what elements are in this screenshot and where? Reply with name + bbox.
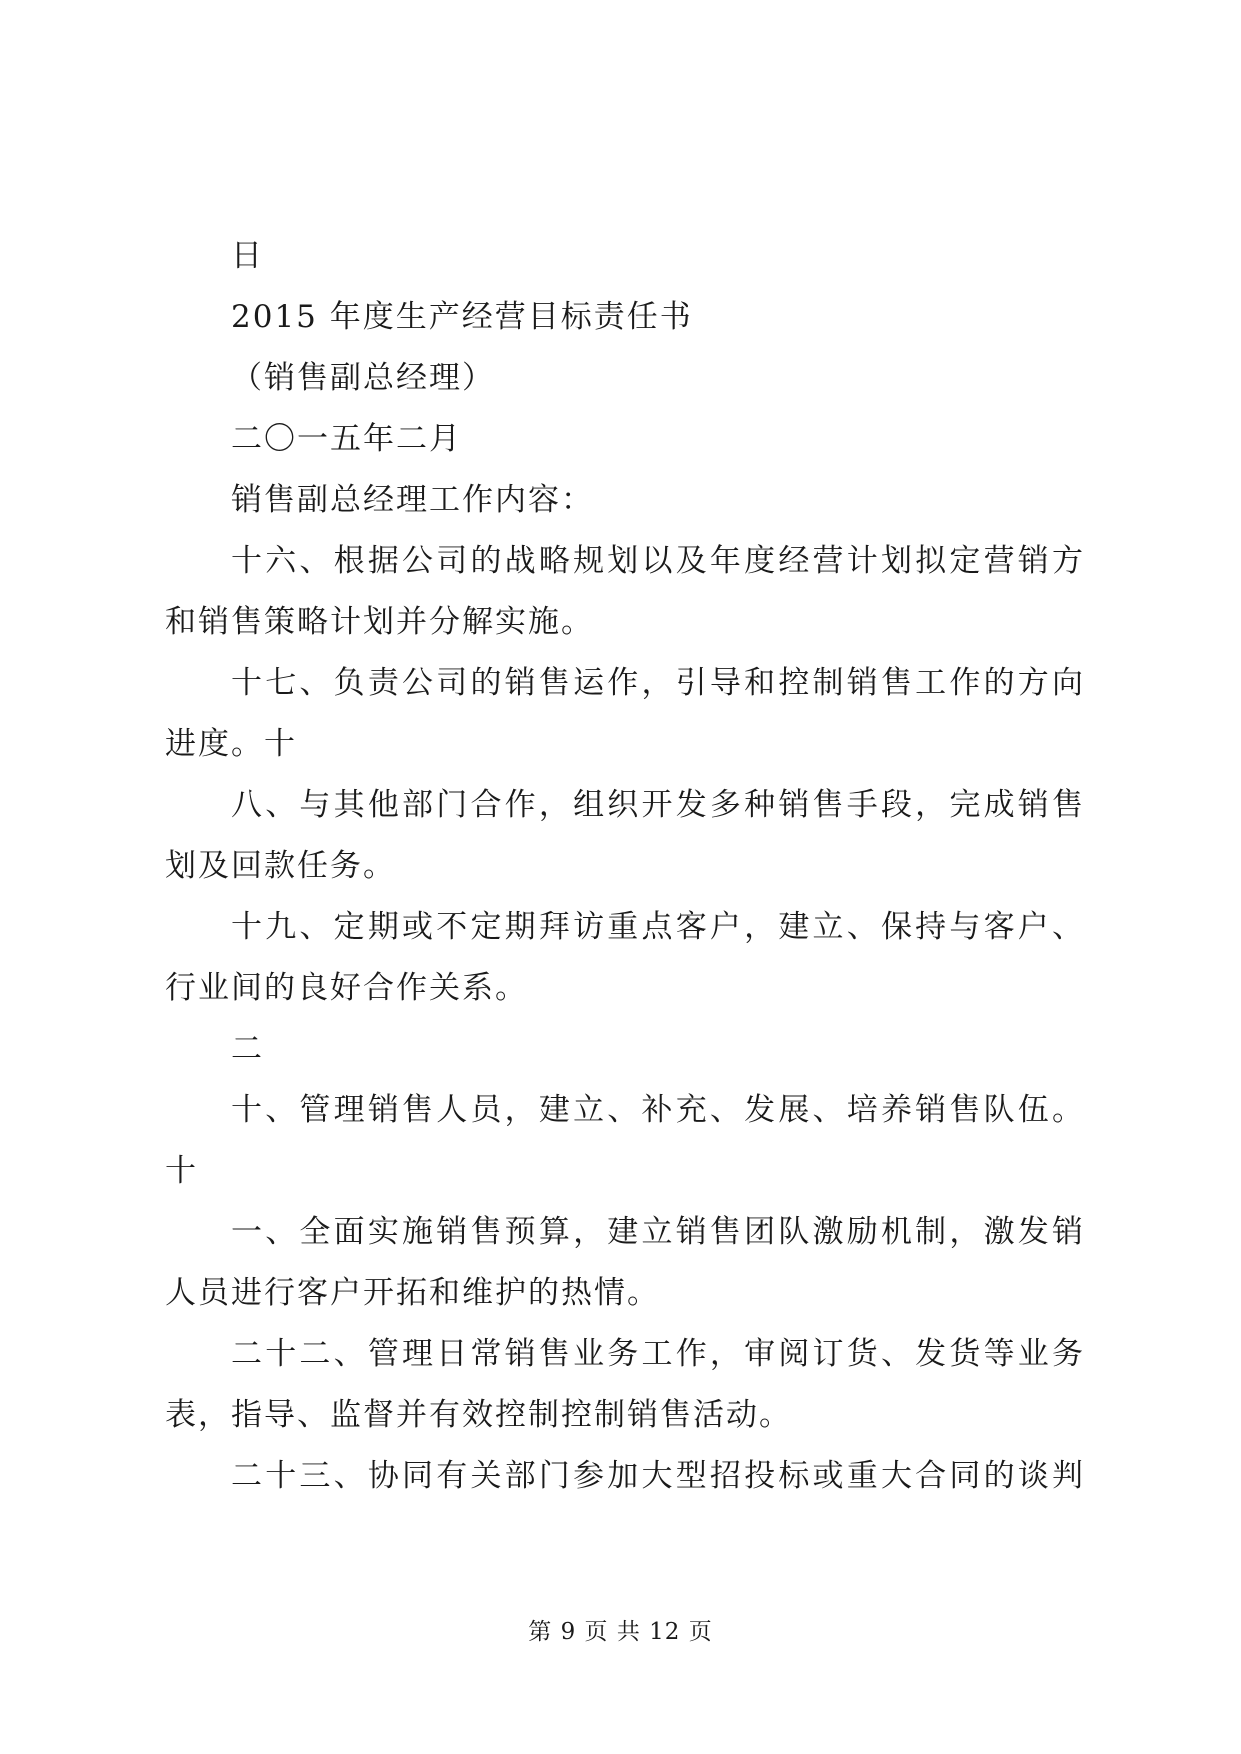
text-line: 二十三、协同有关部门参加大型招投标或重大合同的谈判 — [231, 1458, 1085, 1494]
text-line: 十、管理销售人员，建立、补充、发展、培养销售队伍。 — [231, 1092, 1085, 1128]
text-line: 十六、根据公司的战略规划以及年度经营计划拟定营销方 — [231, 543, 1085, 579]
text-line: 行业间的良好合作关系。 — [165, 970, 528, 1006]
text-line: 划及回款任务。 — [165, 848, 396, 884]
text-line: 一、全面实施销售预算，建立销售团队激励机制，激发销 — [231, 1214, 1085, 1250]
text-line: 日 — [231, 238, 264, 274]
text-line: 十七、负责公司的销售运作，引导和控制销售工作的方向 — [231, 665, 1085, 701]
text-line: 表，指导、监督并有效控制控制销售活动。 — [165, 1397, 792, 1433]
document-body — [165, 226, 1085, 1507]
text-line: 人员进行客户开拓和维护的热情。 — [165, 1275, 660, 1311]
text-line: 进度。十 — [165, 726, 297, 762]
text-line: 2015 年度生产经营目标责任书 — [231, 299, 693, 335]
text-line: 八、与其他部门合作，组织开发多种销售手段，完成销售 — [231, 787, 1085, 823]
text-line: 十九、定期或不定期拜访重点客户，建立、保持与客户、 — [231, 909, 1085, 945]
page-footer: 第 9 页 共 12 页 — [528, 1619, 713, 1645]
text-line: 和销售策略计划并分解实施。 — [165, 604, 594, 640]
text-line: 十 — [165, 1153, 198, 1189]
text-line: 二〇一五年二月 — [231, 421, 462, 457]
text-line: （销售副总经理） — [231, 360, 495, 396]
text-line: 二 — [231, 1031, 264, 1067]
text-line: 销售副总经理工作内容： — [231, 482, 594, 518]
text-line: 二十二、管理日常销售业务工作，审阅订货、发货等业务 — [231, 1336, 1085, 1372]
